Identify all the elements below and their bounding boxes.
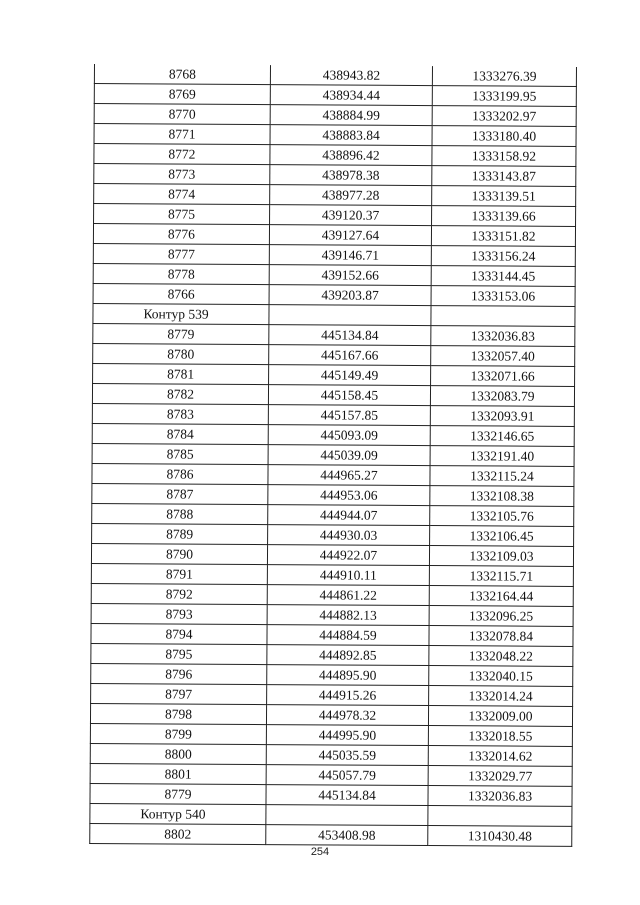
empty-cell: [269, 305, 431, 326]
point-id-cell: 8784: [92, 423, 268, 444]
point-id-cell: 8795: [91, 643, 267, 664]
y-coordinate-cell: 1333144.45: [431, 266, 575, 287]
point-id-cell: 8769: [94, 84, 270, 105]
x-coordinate-cell: 439120.37: [270, 205, 432, 226]
point-id-cell: 8779: [90, 783, 266, 804]
point-id-cell: 8766: [93, 283, 269, 304]
point-id-cell: 8768: [94, 64, 270, 85]
point-id-cell: 8798: [90, 703, 266, 724]
y-coordinate-cell: 1332108.38: [430, 486, 574, 507]
point-id-cell: 8802: [90, 823, 266, 844]
point-id-cell: 8792: [91, 583, 267, 604]
y-coordinate-cell: 1332164.44: [429, 586, 573, 607]
point-id-cell: 8771: [94, 124, 270, 145]
x-coordinate-cell: 439146.71: [269, 245, 431, 266]
x-coordinate-cell: 445057.79: [266, 765, 428, 786]
y-coordinate-cell: 1332029.77: [428, 766, 572, 787]
y-coordinate-cell: 1332078.84: [429, 626, 573, 647]
coordinates-table-body: [90, 64, 577, 846]
x-coordinate-cell: 444884.59: [267, 625, 429, 646]
point-id-cell: 8797: [91, 683, 267, 704]
y-coordinate-cell: 1332014.24: [429, 686, 573, 707]
y-coordinate-cell: 1332014.62: [428, 746, 572, 767]
x-coordinate-cell: 445035.59: [266, 745, 428, 766]
y-coordinate-cell: 1333180.40: [432, 126, 576, 147]
x-coordinate-cell: 438943.82: [270, 65, 432, 85]
x-coordinate-cell: 445039.09: [268, 445, 430, 466]
table-row: [90, 823, 572, 846]
empty-cell: [428, 806, 572, 827]
y-coordinate-cell: 1332040.15: [429, 666, 573, 687]
point-id-cell: 8796: [91, 663, 267, 684]
point-id-cell: 8791: [91, 563, 267, 584]
x-coordinate-cell: 445134.84: [269, 325, 431, 346]
point-id-cell: 8783: [92, 403, 268, 424]
y-coordinate-cell: 1332083.79: [430, 386, 574, 407]
point-id-cell: 8781: [93, 363, 269, 384]
x-coordinate-cell: 444953.06: [268, 485, 430, 506]
y-coordinate-cell: 1333139.51: [432, 186, 576, 207]
point-id-cell: 8775: [94, 204, 270, 225]
point-id-cell: 8788: [92, 503, 268, 524]
y-coordinate-cell: 1333156.24: [431, 246, 575, 267]
x-coordinate-cell: 438934.44: [270, 85, 432, 106]
point-id-cell: 8790: [91, 543, 267, 564]
y-coordinate-cell: 1333143.87: [432, 166, 576, 187]
x-coordinate-cell: 445149.49: [269, 365, 431, 386]
y-coordinate-cell: 1333153.06: [431, 286, 575, 307]
point-id-cell: 8785: [92, 443, 268, 464]
y-coordinate-cell: 1310430.48: [428, 826, 572, 847]
y-coordinate-cell: 1333158.92: [432, 146, 576, 167]
x-coordinate-cell: 444922.07: [267, 545, 429, 566]
x-coordinate-cell: 444892.85: [267, 645, 429, 666]
y-coordinate-cell: 1332071.66: [431, 366, 575, 387]
empty-cell: [266, 805, 428, 826]
point-id-cell: 8778: [93, 263, 269, 284]
contour-label: Контур 540: [90, 803, 266, 824]
point-id-cell: 8774: [94, 184, 270, 205]
x-coordinate-cell: 444930.03: [268, 525, 430, 546]
x-coordinate-cell: 444882.13: [267, 605, 429, 626]
y-coordinate-cell: 1332009.00: [428, 706, 572, 727]
x-coordinate-cell: 444861.22: [267, 585, 429, 606]
x-coordinate-cell: 439127.64: [269, 225, 431, 246]
x-coordinate-cell: 438884.99: [270, 105, 432, 126]
x-coordinate-cell: 438896.42: [270, 145, 432, 166]
point-id-cell: 8780: [93, 343, 269, 364]
y-coordinate-cell: 1333276.39: [432, 66, 576, 86]
x-coordinate-cell: 439203.87: [269, 285, 431, 306]
x-coordinate-cell: 444995.90: [266, 725, 428, 746]
point-id-cell: 8799: [90, 723, 266, 744]
y-coordinate-cell: 1332106.45: [430, 526, 574, 547]
point-id-cell: 8776: [93, 224, 269, 245]
y-coordinate-cell: 1332093.91: [430, 406, 574, 427]
x-coordinate-cell: 445093.09: [268, 425, 430, 446]
y-coordinate-cell: 1332096.25: [429, 606, 573, 627]
y-coordinate-cell: 1332146.65: [430, 426, 574, 447]
x-coordinate-cell: 444978.32: [266, 705, 428, 726]
x-coordinate-cell: 445158.45: [268, 385, 430, 406]
y-coordinate-cell: 1332048.22: [429, 646, 573, 667]
point-id-cell: 8773: [94, 164, 270, 185]
point-id-cell: 8770: [94, 104, 270, 125]
x-coordinate-cell: 445167.66: [269, 345, 431, 366]
y-coordinate-cell: 1332036.83: [431, 326, 575, 347]
y-coordinate-cell: 1332036.83: [428, 786, 572, 807]
point-id-cell: 8772: [94, 144, 270, 165]
point-id-cell: 8794: [91, 623, 267, 644]
y-coordinate-cell: 1333199.95: [432, 86, 576, 107]
x-coordinate-cell: 453408.98: [266, 825, 428, 846]
y-coordinate-cell: 1332115.71: [429, 566, 573, 587]
x-coordinate-cell: 438977.28: [270, 185, 432, 206]
y-coordinate-cell: 1332109.03: [429, 546, 573, 567]
y-coordinate-cell: 1332105.76: [430, 506, 574, 527]
y-coordinate-cell: 1333139.66: [432, 206, 576, 227]
point-id-cell: 8801: [90, 763, 266, 784]
x-coordinate-cell: 444915.26: [267, 685, 429, 706]
empty-cell: [431, 306, 575, 327]
x-coordinate-cell: 439152.66: [269, 265, 431, 286]
x-coordinate-cell: 444965.27: [268, 465, 430, 486]
point-id-cell: 8787: [92, 483, 268, 504]
x-coordinate-cell: 444944.07: [268, 505, 430, 526]
point-id-cell: 8782: [92, 383, 268, 404]
x-coordinate-cell: 445157.85: [268, 405, 430, 426]
y-coordinate-cell: 1333151.82: [431, 226, 575, 247]
x-coordinate-cell: 438883.84: [270, 125, 432, 146]
y-coordinate-cell: 1333202.97: [432, 106, 576, 127]
contour-label: Контур 539: [93, 303, 269, 324]
point-id-cell: 8789: [92, 523, 268, 544]
y-coordinate-cell: 1332191.40: [430, 446, 574, 467]
x-coordinate-cell: 445134.84: [266, 785, 428, 806]
x-coordinate-cell: 444895.90: [267, 665, 429, 686]
x-coordinate-cell: 444910.11: [267, 565, 429, 586]
point-id-cell: 8793: [91, 603, 267, 624]
y-coordinate-cell: 1332018.55: [428, 726, 572, 747]
point-id-cell: 8779: [93, 323, 269, 344]
x-coordinate-cell: 438978.38: [270, 165, 432, 186]
point-id-cell: 8786: [92, 463, 268, 484]
point-id-cell: 8777: [93, 243, 269, 264]
y-coordinate-cell: 1332057.40: [431, 346, 575, 367]
page-number: 254: [310, 846, 330, 858]
coordinates-table: [89, 64, 577, 847]
point-id-cell: 8800: [90, 743, 266, 764]
y-coordinate-cell: 1332115.24: [430, 466, 574, 487]
